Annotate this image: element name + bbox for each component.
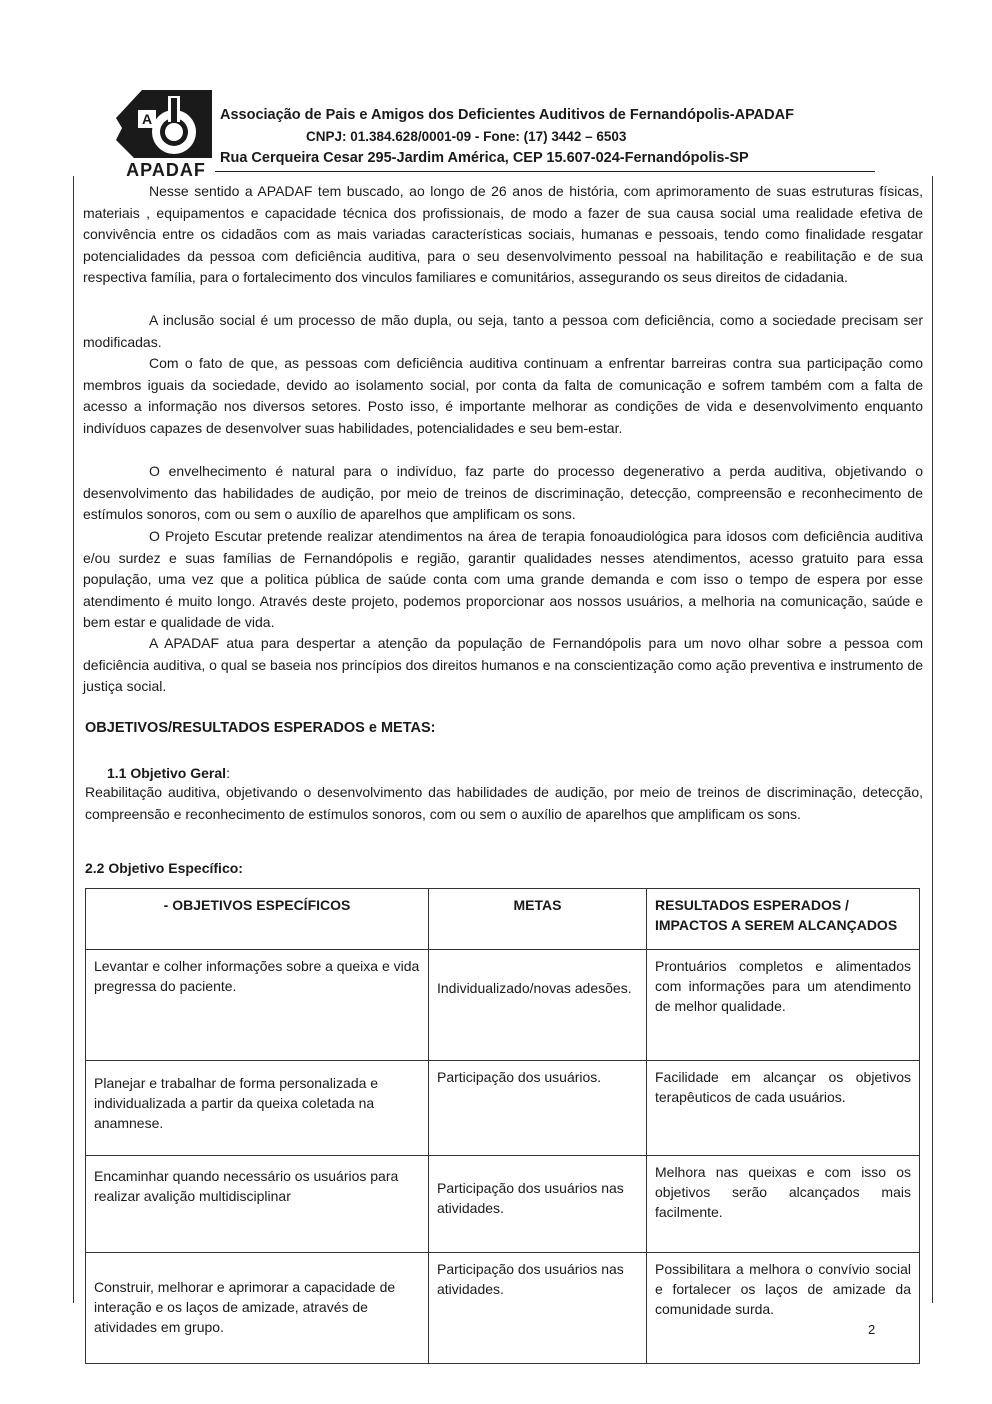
objective-cell: Levantar e colher informações sobre a queixa e vida pregressa do paciente. <box>86 950 429 1061</box>
page-number: 2 <box>868 1322 876 1337</box>
body-paragraph-3: Com o fato de que, as pessoas com deficiência auditiva continuam a enfrentar barreiras contra sua participação como membros iguais da sociedade, devido ao isolamento social, por conta da falta de comunicação e sofrem também com a falta de acesso a informação nos diversos setores. Posto isso, é importante melhorar as condições de vida e desenvolvimento enquanto indivíduos capazes de desenvolver suas habilidades, potencialidades e seu bem-estar. <box>83 355 923 436</box>
general-objective-colon: : <box>226 765 230 781</box>
column-header-goals: METAS <box>429 889 647 950</box>
table-row <box>86 1061 920 1156</box>
result-cell: Prontuários completos e alimentados com informações para um atendimento de melhor qualidade. <box>647 950 920 1061</box>
body-paragraph-2: A inclusão social é um processo de mão dupla, ou seja, tanto a pessoa com deficiência, como a sociedade precisam ser modificadas. <box>83 312 923 350</box>
goal-cell: Participação dos usuários nas atividades. <box>429 1253 647 1364</box>
general-objective-heading <box>107 765 230 781</box>
goal-cell: Participação dos usuários. <box>429 1061 647 1156</box>
general-objective-label: 1.1 Objetivo Geral <box>107 765 227 781</box>
body-paragraph-5: O Projeto Escutar pretende realizar atendimentos na área de terapia fonoaudiológica para idosos com deficiência auditiva e/ou surdez e suas famílias de Fernandópolis e região, garantir qualidades nesses atendimentos, acesso gratuito para essa população, uma vez que a politica pública de saúde conta com uma grande demanda e com isso o tempo de espera por esse atendimento é muito longo. Através deste projeto, podemos proporcionar aos nossos usuários, a melhoria na comunicação, saúde e bem estar e qualidade de vida. <box>83 528 923 630</box>
header-divider <box>215 171 875 172</box>
organization-address: Rua Cerqueira Cesar 295-Jardim América, CEP 15.607-024-Fernandópolis-SP <box>220 150 749 166</box>
organization-cnpj: CNPJ: 01.384.628/0001-09 - Fone: (17) 3442 – 6503 <box>306 129 627 144</box>
goal-cell: Individualizado/novas adesões. <box>429 950 647 1061</box>
table-row <box>86 1156 920 1253</box>
result-cell: Melhora nas queixas e com isso os objetivos serão alcançados mais facilmente. <box>647 1156 920 1253</box>
table-row <box>86 1253 920 1364</box>
body-paragraph-4: O envelhecimento é natural para o indivíduo, faz parte do processo degenerativo a perda auditiva, objetivando o desenvolvimento das habilidades de audição, por meio de treinos de discriminação, detecção, compreensão e reconhecimento de estímulos sonoros, com ou sem o auxílio de aparelhos que amplificam os sons. <box>83 463 923 522</box>
objective-cell: Encaminhar quando necessário os usuários para realizar avalição multidisciplinar <box>86 1156 429 1253</box>
specific-objective-heading: 2.2 Objetivo Específico: <box>85 860 243 876</box>
table-row <box>86 950 920 1061</box>
result-cell: Possibilitara a melhora o convívio social e fortalecer os laços de amizade da comunidade surda. <box>647 1253 920 1364</box>
organization-name: Associação de Pais e Amigos dos Deficientes Auditivos de Fernandópolis-APADAF <box>220 107 794 123</box>
column-header-results: RESULTADOS ESPERADOS / IMPACTOS A SEREM ALCANÇADOS <box>647 889 920 950</box>
objective-cell: Planejar e trabalhar de forma personalizada e individualizada a partir da queixa coletada na anamnese. <box>86 1061 429 1156</box>
objective-cell: Construir, melhorar e aprimorar a capacidade de interação e os laços de amizade, através de atividades em grupo. <box>86 1253 429 1364</box>
section-title: OBJETIVOS/RESULTADOS ESPERADOS e METAS: <box>85 720 436 736</box>
result-cell: Facilidade em alcançar os objetivos terapêuticos de cada usuários. <box>647 1061 920 1156</box>
body-paragraph-6: A APADAF atua para despertar a atenção da população de Fernandópolis para um novo olhar sobre a pessoa com deficiência auditiva, o qual se baseia nos princípios dos direitos humanos e na conscientização como ação preventiva e instrumento de justiça social. <box>83 635 923 694</box>
column-header-objectives: - OBJETIVOS ESPECÍFICOS <box>86 889 429 950</box>
table-header-row <box>86 889 920 950</box>
general-objective-text: Reabilitação auditiva, objetivando o desenvolvimento das habilidades de audição, por meio de treinos de discriminação, detecção, compreensão e reconhecimento de estímulos sonoros, com ou sem o auxílio de aparelhos que amplificam os sons. <box>85 784 923 822</box>
logo-wordmark: APADAF <box>126 160 206 180</box>
objectives-table <box>85 888 920 1364</box>
body-paragraph-1: Nesse sentido a APADAF tem buscado, ao longo de 26 anos de história, com aprimoramento de suas estruturas físicas, materiais , equipamentos e capacidade técnica dos profissionais, de modo a fazer de sua causa social uma realidade efetiva de convivência entre os cidadãos com as mais variadas características sociais, humanas e pessoais, tendo como finalidade resgatar potencialidades da pessoa com deficiência auditiva, para o seu desenvolvimento pessoal na habilitação e reabilitação e de sua respectiva família, para o fortalecimento dos vinculos familiares e comunitários, assegurando os seus direitos de cidadania. <box>83 183 923 285</box>
svg-text:A: A <box>141 111 153 127</box>
goal-cell: Participação dos usuários nas atividades. <box>429 1156 647 1253</box>
